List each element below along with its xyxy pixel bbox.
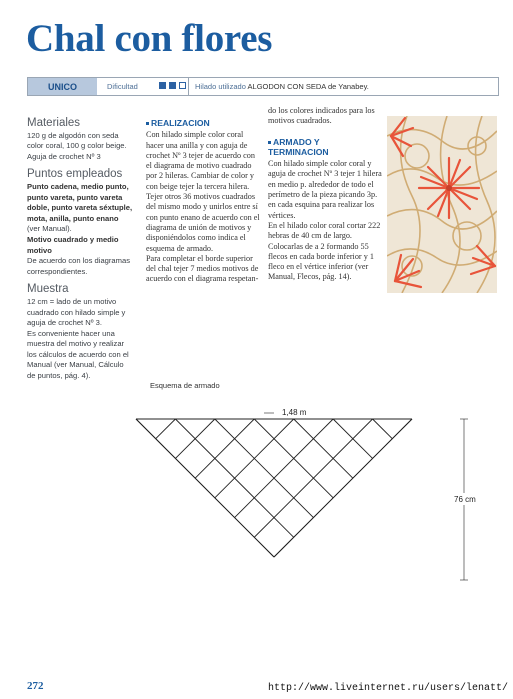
armado-column: [268, 106, 382, 283]
muestra-text-2: Es conveniente hacer una muestra del motivo y realizar los cálculos de acuerdo con el Manual (ver Manual, Cálculo de puntos, pág. 4).: [27, 328, 129, 381]
width-label: 1,48 m: [282, 408, 307, 417]
yarn-label: Hilado utilizado: [195, 82, 246, 91]
puntos-list: Punto cadena, medio punto, punto vareta, punto vareta doble, punto vareta séxtuple, mota, anilla, punto enano: [27, 181, 133, 223]
height-label: 76 cm: [454, 495, 476, 504]
level-badge: UNICO: [28, 78, 97, 95]
realizacion-p2: Tejer otros 36 motivos cuadrados del mismo modo y unirlos entre sí con punto enano de acuerdo con el diagrama de unión de motivos y disponiéndolos como indica el esquema de armado.: [146, 192, 260, 253]
grid-line-down-left: [195, 419, 254, 478]
grid-line-down-left: [235, 419, 334, 518]
puntos-tail: (ver Manual).: [27, 224, 72, 234]
armado-heading-text: ARMADO Y TERMINACION: [268, 136, 329, 157]
difficulty-square-filled: [159, 82, 166, 89]
motivo-bold: Motivo cuadrado y medio motivo: [27, 234, 119, 255]
shawl-photo: [387, 116, 497, 293]
armado-heading: [268, 137, 382, 158]
yarn-value: ALGODON CON SEDA de Yanabey.: [245, 82, 369, 91]
muestra-heading: Muestra: [27, 283, 69, 296]
assembly-diagram: [134, 405, 479, 590]
armado-p2: En el hilado color coral cortar 222 hebras de 40 cm de largo. Colocarlas de a 2 formando 55 flecos en cada borde inferior y 1 fleco en el vértice inferior (ver Manual, Flecos, pág. 14).: [268, 220, 381, 282]
flower-photo-image: [387, 116, 497, 293]
realizacion-column: [146, 118, 260, 285]
difficulty-rating: [156, 82, 186, 91]
realizacion-heading-text: REALIZACION: [151, 118, 210, 128]
left-slant-edge: [136, 419, 274, 557]
puntos-text: [27, 182, 133, 235]
grid-line-down-left: [156, 419, 176, 439]
armado-p1: Con hilado simple color coral y aguja de crochet Nº 3 tejer 1 hilera en medio p. alrededor de todo el perímetro de la pieza picando 3p. en cada esquina para realizar los vértices.: [268, 159, 382, 220]
schema-caption: Esquema de armado: [150, 381, 220, 390]
armado-p0: do los colores indicados para los motivos cuadrados.: [268, 106, 375, 126]
realizacion-p3: Para completar el borde superior del chal tejer 7 medios motivos de acuerdo con el diagrama respetan-: [146, 253, 259, 284]
page-title: Chal con flores: [26, 17, 273, 60]
difficulty-square-filled: [169, 82, 176, 89]
right-slant-edge: [274, 419, 412, 557]
grid-line-down-right: [215, 419, 314, 518]
materiales-heading: Materiales: [27, 117, 81, 129]
source-url: http://www.liveinternet.ru/users/lenatt/: [268, 683, 509, 694]
motivo-title: [27, 235, 133, 256]
motivo-text: De acuerdo con los diagramas correspondientes.: [27, 256, 130, 276]
grid-line-down-right: [294, 419, 353, 478]
grid-line-down-right: [373, 419, 393, 439]
realizacion-p1: Con hilado simple color coral hacer una anilla y con aguja de crochet Nº 3 tejer de acuerdo con el diagrama de motivo cuadrado por 2 hileras. Cambiar de color y con beige tejer la tercera hilera.: [146, 130, 255, 191]
materiales-text: 120 g de algodón con seda color coral, 100 g color beige. Aguja de crochet Nº 3: [27, 130, 127, 161]
difficulty-label: Dificultad: [107, 82, 138, 91]
difficulty-square-empty: [179, 82, 186, 89]
realizacion-heading: [146, 118, 260, 128]
yarn-info: [189, 82, 369, 91]
materials-column: [27, 118, 133, 382]
muestra-text-1: 12 cm = lado de un motivo cuadrado con hilado simple y aguja de crochet Nº 3.: [27, 296, 126, 328]
difficulty-box: [97, 78, 189, 95]
info-bar: [27, 77, 499, 96]
page-number: 272: [27, 680, 44, 692]
puntos-heading: Puntos empleados: [27, 168, 123, 181]
